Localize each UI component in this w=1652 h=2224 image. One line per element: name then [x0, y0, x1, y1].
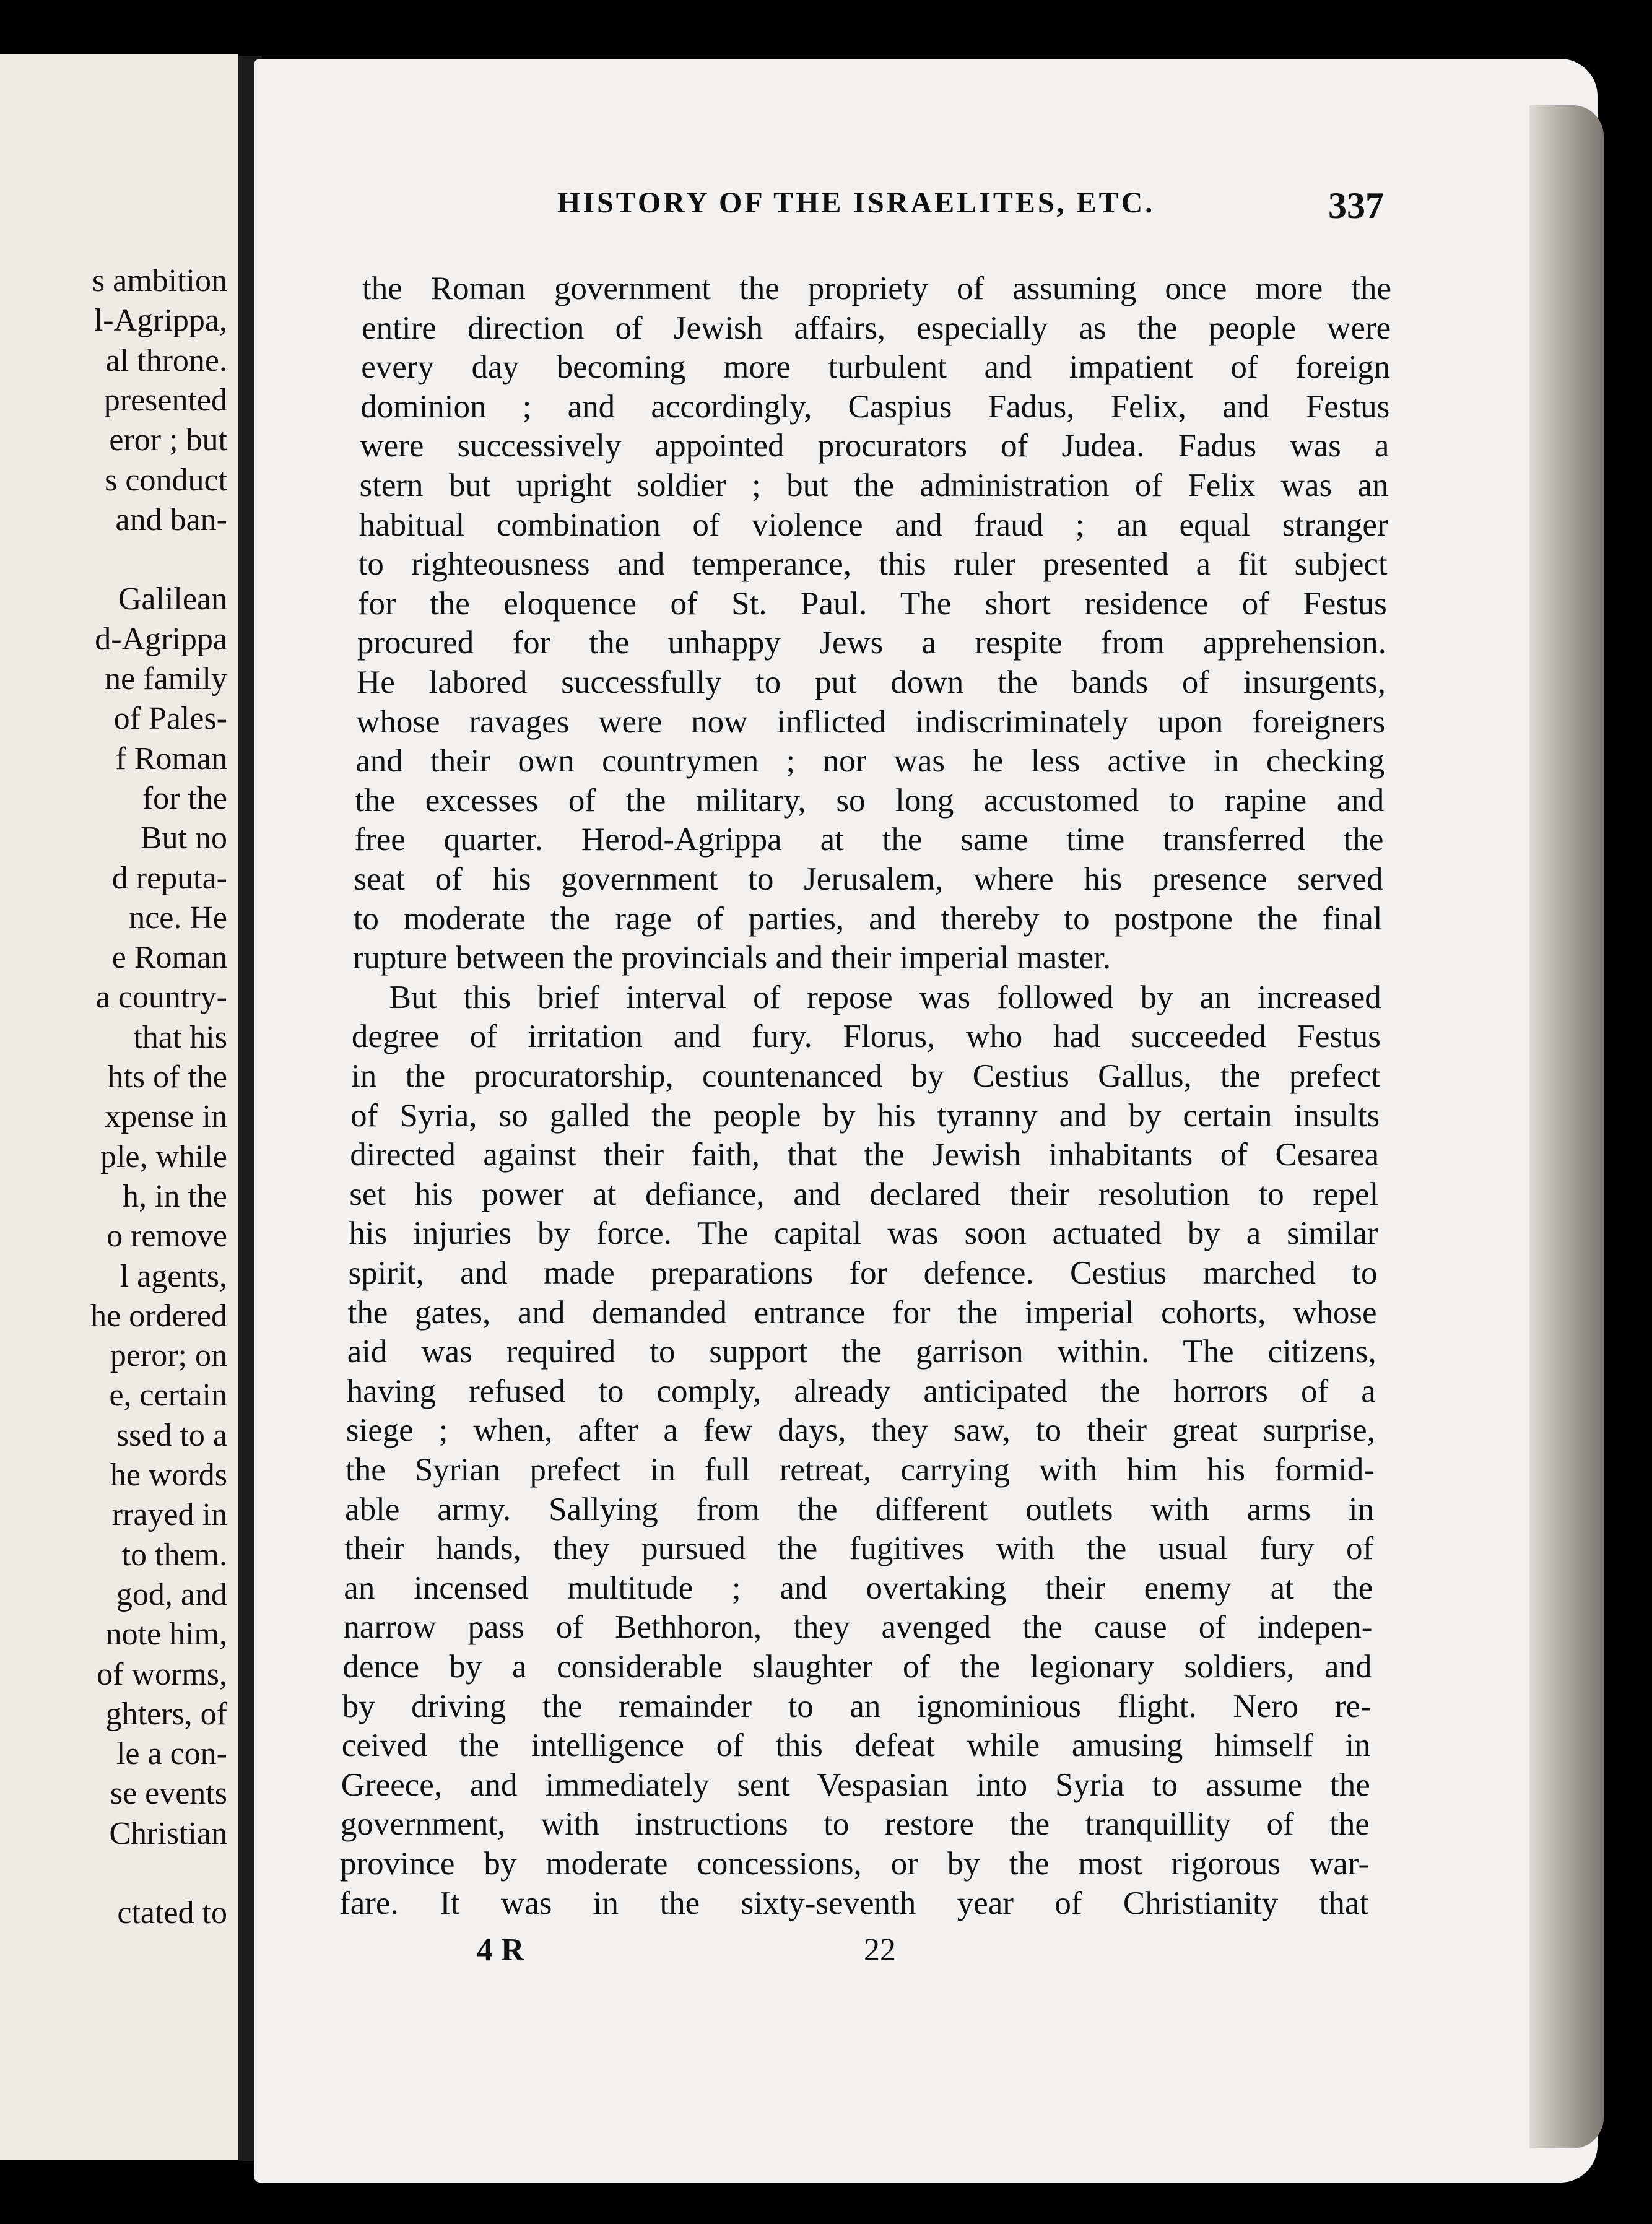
left-page-line: s ambition: [92, 263, 227, 298]
left-page-line: l-Agrippa,: [93, 303, 227, 339]
body-line: of Syria, so galled the people by his tyranny and by certain insults: [350, 1097, 1380, 1134]
left-page-line: le a con-: [116, 1736, 227, 1772]
left-page-line: Christian: [109, 1815, 227, 1851]
body-line: his injuries by force. The capital was soon actuated by a similar: [349, 1215, 1378, 1252]
left-page-line: note him,: [105, 1617, 227, 1653]
body-line: fare. It was in the sixty-seventh year of Christianity that: [339, 1885, 1369, 1921]
body-line: in the procuratorship, countenanced by Cestius Gallus, the prefect: [351, 1058, 1380, 1094]
left-page-line: h, in the: [123, 1178, 227, 1214]
left-page: [0, 54, 238, 2160]
left-page-line: ghters, of: [105, 1696, 227, 1732]
left-page-line: d reputa-: [111, 860, 227, 896]
body-line: province by moderate concessions, or by the most rigorous war-: [340, 1846, 1369, 1882]
signature-mark: 4 R: [477, 1932, 524, 1968]
running-head: HISTORY OF THE ISRAELITES, ETC.: [557, 186, 1155, 219]
left-page-line: o remove: [107, 1218, 227, 1254]
body-line: degree of irritation and fury. Florus, who had succeeded Festus: [351, 1019, 1381, 1055]
body-line: and their own countrymen ; nor was he less active in checking: [355, 743, 1385, 780]
left-page-line: of worms,: [97, 1656, 227, 1692]
page-edge: [1529, 105, 1604, 2148]
body-line: narrow pass of Bethhoron, they avenged the cause of indepen-: [343, 1609, 1373, 1646]
body-line: to righteousness and temperance, this ruler presented a fit subject: [358, 546, 1388, 583]
left-page-line: and ban-: [115, 502, 227, 537]
body-line: the excesses of the military, so long accustomed to rapine and: [355, 782, 1385, 819]
body-line: aid was required to support the garrison within. The citizens,: [347, 1334, 1376, 1370]
body-line: entire direction of Jewish affairs, especially as the people were: [362, 310, 1391, 346]
body-line: seat of his government to Jerusalem, where his presence served: [354, 861, 1383, 897]
body-line: siege ; when, after a few days, they saw, to their great surprise,: [346, 1412, 1375, 1449]
left-page-line: he words: [110, 1457, 227, 1493]
body-line: an incensed multitude ; and overtaking their enemy at the: [344, 1570, 1373, 1606]
body-line: spirit, and made preparations for defence. Cestius marched to: [348, 1255, 1378, 1291]
body-line: procured for the unhappy Jews a respite from apprehension.: [357, 625, 1386, 661]
left-page-line: d-Agrippa: [95, 621, 227, 657]
body-line: to moderate the rage of parties, and thereby to postpone the final: [353, 900, 1383, 937]
left-page-line: ne family: [105, 661, 227, 697]
left-page-line: f Roman: [115, 741, 227, 776]
left-page-line: a country-: [95, 980, 227, 1015]
left-page-line: Galilean: [118, 581, 227, 617]
body-line: habitual combination of violence and fraud ; an equal stranger: [359, 506, 1388, 543]
body-line: directed against their faith, that the Jewish inhabitants of Cesarea: [350, 1137, 1380, 1173]
body-line: free quarter. Herod-Agrippa at the same time transferred the: [354, 822, 1384, 858]
body-line: But this brief interval of repose was followed by an increased: [389, 979, 1381, 1015]
left-page-line: he ordered: [90, 1298, 227, 1334]
body-line: able army. Sallying from the different outlets with arms in: [345, 1491, 1375, 1527]
body-line: whose ravages were now inflicted indiscriminately upon foreigners: [356, 703, 1386, 740]
body-line: every day becoming more turbulent and impatient of foreign: [361, 349, 1391, 386]
left-page-line: rrayed in: [111, 1497, 227, 1533]
body-line: rupture between the provincials and their imperial master.: [352, 940, 1111, 976]
page-number: 337: [1328, 185, 1384, 226]
left-page-line: e, certain: [109, 1378, 227, 1414]
left-page-line: hts of the: [107, 1059, 227, 1095]
body-line: Greece, and immediately sent Vespasian into Syria to assume the: [341, 1766, 1370, 1803]
body-line: by driving the remainder to an ignominious flight. Nero re-: [342, 1688, 1372, 1724]
left-page-line: god, and: [116, 1576, 227, 1612]
left-page-line: ctated to: [117, 1895, 227, 1931]
body-line: the Syrian prefect in full retreat, carrying with him his formid-: [346, 1452, 1375, 1488]
body-line: ceived the intelligence of this defeat while amusing himself in: [341, 1727, 1371, 1764]
left-page-line: se events: [110, 1776, 227, 1812]
body-line: the Roman government the propriety of assuming once more the: [362, 271, 1391, 306]
body-line: were successively appointed procurators of Judea. Fadus was a: [360, 428, 1389, 464]
left-page-line: But no: [140, 820, 227, 856]
left-page-line: eror ; but: [109, 422, 227, 458]
body-line: for the eloquence of St. Paul. The short residence of Festus: [357, 585, 1387, 622]
left-page-line: presented: [103, 382, 227, 418]
left-page-line: l agents,: [120, 1258, 227, 1294]
body-line: government, with instructions to restore the tranquillity of the: [340, 1806, 1370, 1843]
left-page-line: xpense in: [105, 1099, 227, 1135]
folio-mark: 22: [864, 1932, 896, 1968]
left-page-line: to them.: [121, 1537, 227, 1573]
left-page-line: ssed to a: [116, 1417, 227, 1453]
body-line: dence by a considerable slaughter of the legionary soldiers, and: [342, 1649, 1372, 1685]
left-page-line: nce. He: [129, 900, 227, 936]
left-page-line: that his: [133, 1019, 227, 1055]
left-page-line: for the: [142, 780, 227, 816]
left-page-line: s conduct: [105, 462, 227, 498]
left-page-line: al throne.: [105, 342, 227, 378]
left-page-line: ple, while: [100, 1139, 227, 1175]
body-line: He labored successfully to put down the bands of insurgents,: [357, 664, 1386, 700]
body-line: the gates, and demanded entrance for the imperial cohorts, whose: [347, 1294, 1377, 1331]
body-line: stern but upright soldier ; but the administration of Felix was an: [359, 467, 1389, 503]
left-page-line: of Pales-: [113, 701, 227, 737]
body-line: their hands, they pursued the fugitives with the usual fury of: [344, 1531, 1374, 1567]
body-line: having refused to comply, already anticipated the horrors of a: [346, 1373, 1376, 1409]
body-line: dominion ; and accordingly, Caspius Fadus, Felix, and Festus: [360, 388, 1390, 425]
left-page-line: e Roman: [111, 940, 227, 976]
left-page-line: peror; on: [110, 1338, 227, 1374]
body-line: set his power at defiance, and declared their resolution to repel: [349, 1176, 1379, 1212]
